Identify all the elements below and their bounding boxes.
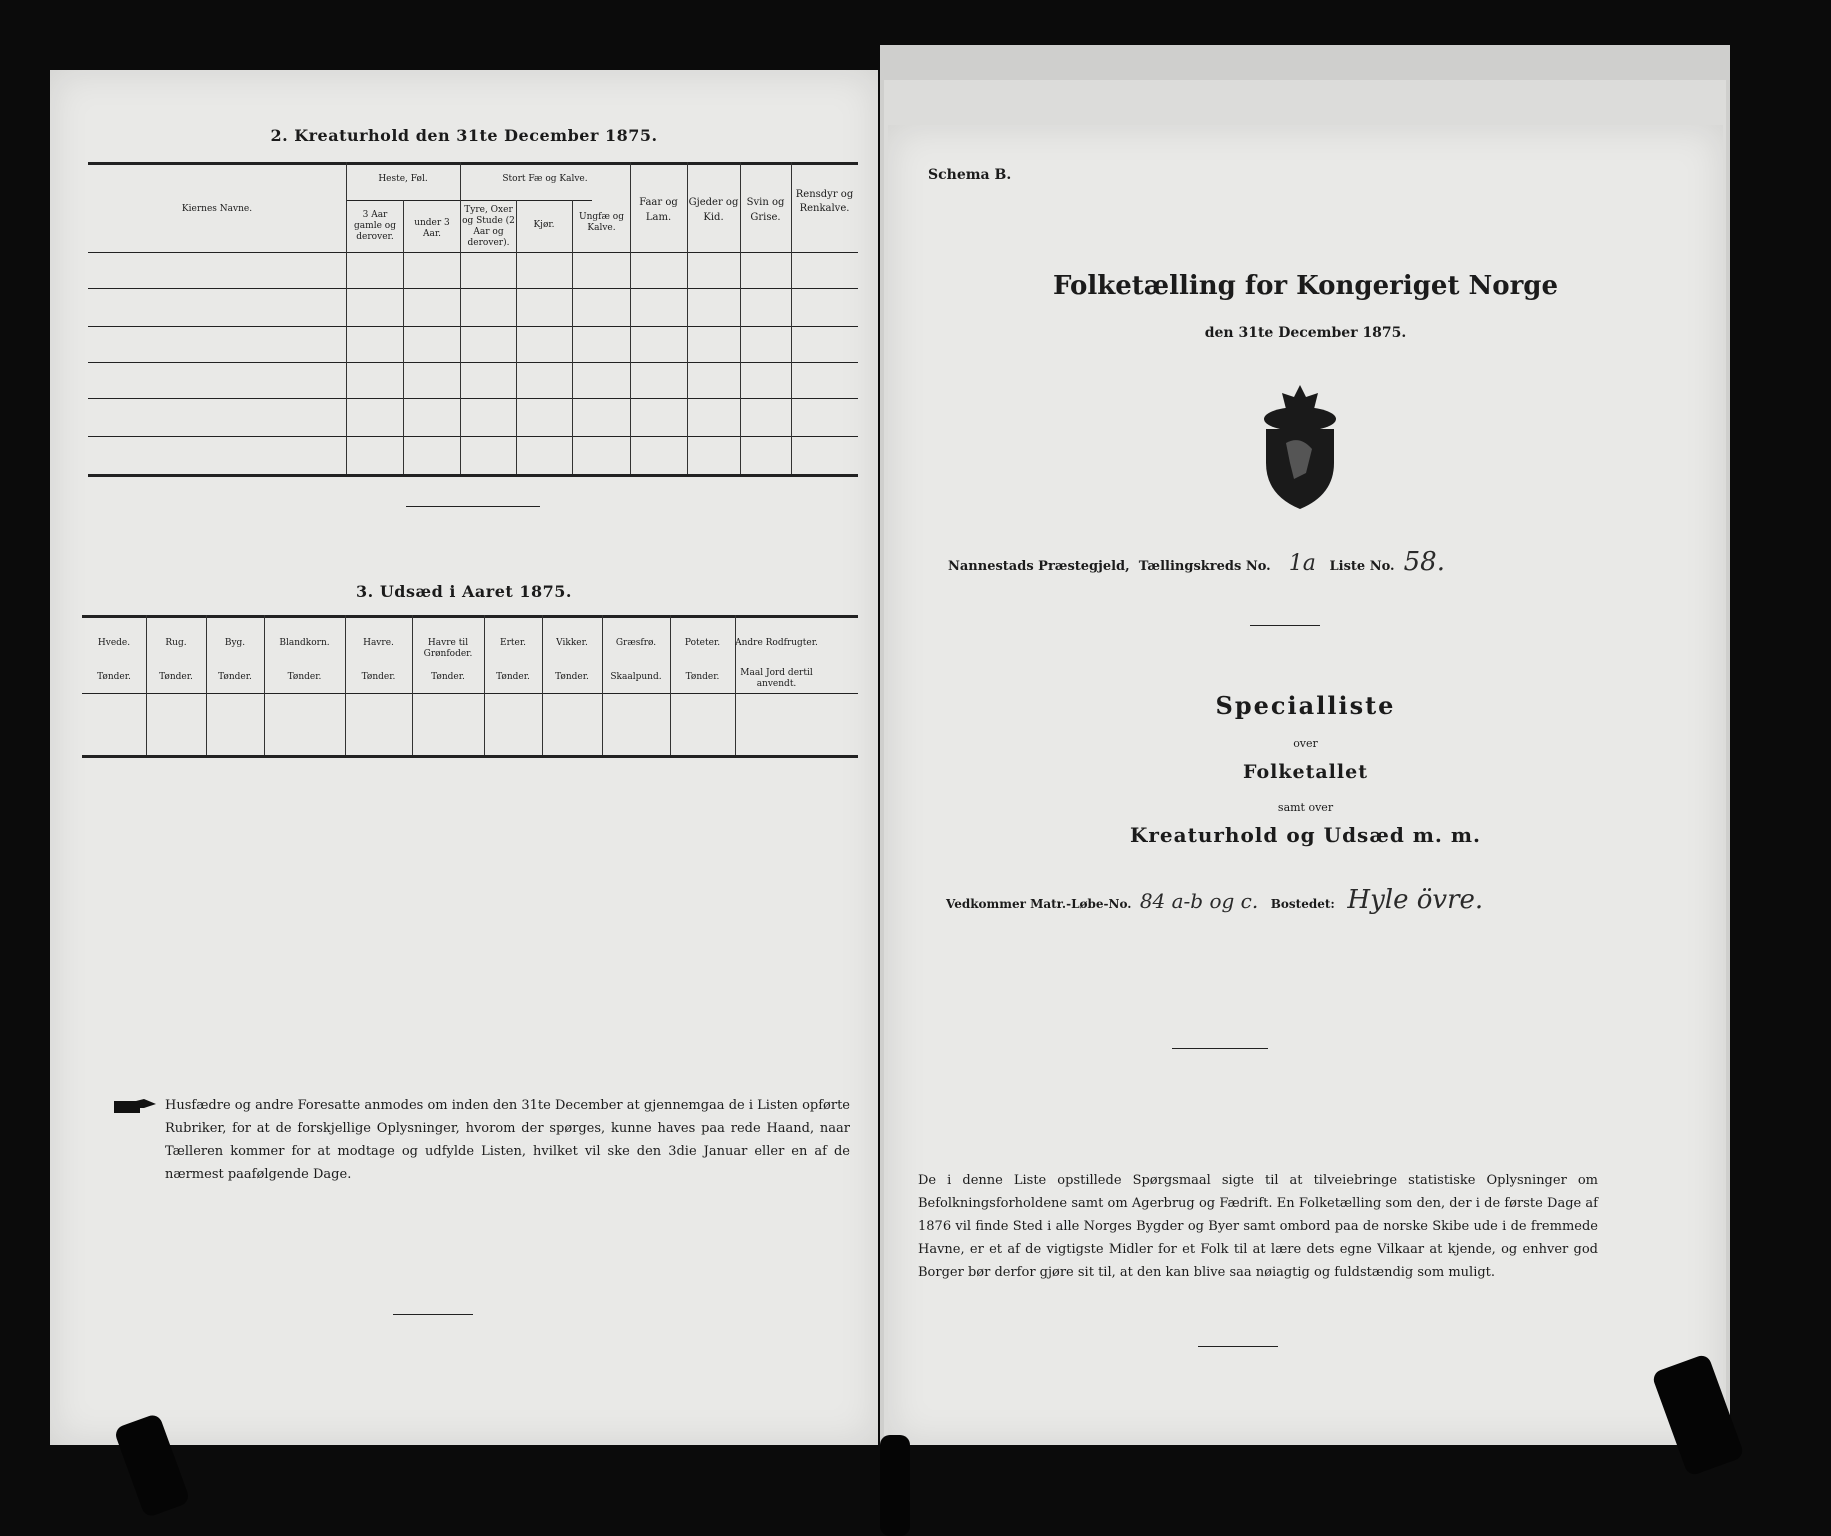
seed-column-unit: Tønder. [361,672,396,682]
divider-bottom [393,1314,473,1315]
seed-column-unit: Tønder. [685,672,720,682]
seed-column-unit: Maal Jord dertil anvendt. [740,668,813,689]
intro-paragraph: De i denne Liste opstillede Spørgsmaal sigte til at tilveiebringe statistiske Oplysninger om Befolkningsforholdene samt om Agerbrug og Fædrift. En Folketælling som den, der i de første Dage af 1876 vil finde Sted i alle Norges Bygder og Byer samt ombord paa de norske Skibe ude i de fremmede Havne, er et af de vigtigste Midler for et Folk til at lære dets egne Vilkaar at kjende, og enhver god Borger bør derfor gjøre sit til, at den kan blive saa nøiagtig og fuldstændig som muligt. [918,1173,1598,1280]
matr-label: Vedkommer Matr.-Løbe-No. [946,897,1132,911]
district-value: 1a [1288,551,1316,576]
divider [406,506,540,507]
parish-line [948,547,1708,577]
seed-column-name: Poteter. [684,638,721,648]
binding-clip [1651,1353,1745,1477]
district-label: Tællingskreds No. [1138,559,1271,574]
binding-clip [880,1435,910,1536]
seed-column-unit: Tønder. [159,672,193,682]
faar-header: Faar og Lam. [639,197,678,223]
section3-title: 3. Udsæd i Aaret 1875. [356,582,572,601]
seed-column-name: Vikker. [556,638,588,648]
seed-column-name: Andre Rodfrugter. [735,638,818,648]
right-page [888,125,1723,1445]
seed-column-name: Erter. [500,638,526,648]
samt-over-label: samt over [1277,801,1334,814]
stort-sub3: Ungfæ og Kalve. [579,212,624,233]
seed-column-name: Havre til Grønfoder. [423,638,473,659]
seed-column-unit: Tønder. [287,672,322,682]
notice-text: Husfædre og andre Foresatte anmodes om inden den 31te December at gjennemgaa de i Listen opførte Rubriker, for at de forskjellige Oplysninger, hvorom der spørges, kunne haves paa rede Haand, naar Tælleren kommer for at modtage og udfylde Listen, hvilket vil ske den 3die Januar eller en af de nærmest paafølgende Dage. [165,1098,850,1182]
left-page [50,70,878,1445]
bosted-label: Bostedet: [1270,897,1335,911]
seed-column-unit: Tønder. [97,672,131,682]
heste-sub1: 3 Aar gamle og derover. [354,210,396,242]
stort-sub1: Tyre, Oxer og Stude (2 Aar og derover). [462,205,515,248]
list-value: 58. [1403,547,1445,577]
stort-sub2: Kjør. [533,220,555,230]
seed-column-name: Græsfrø. [615,638,657,648]
section2-title: 2. Kreaturhold den 31te December 1875. [270,126,658,145]
gjeder-header: Gjeder og Kid. [688,197,739,223]
coat-of-arms-icon [1256,383,1344,511]
bosted-value: Hyle övre. [1347,885,1484,915]
census-date: den 31te December 1875. [1204,325,1407,341]
svin-header: Svin og Grise. [746,197,785,223]
specialliste-title: Specialliste [1215,691,1396,720]
seed-column-name: Rug. [165,638,187,648]
seed-column-name: Hvede. [97,638,131,648]
list-label: Liste No. [1329,559,1395,574]
seed-column-name: Havre. [363,638,394,648]
seed-column-unit: Skaalpund. [610,672,662,682]
kreaturhold-title: Kreaturhold og Udsæd m. m. [1130,823,1481,847]
pointing-hand-icon [114,1098,158,1116]
parish-label: Nannestads Præstegjeld, [948,559,1130,574]
divider-bottom [1198,1346,1278,1347]
divider [1250,625,1320,626]
seed-column-unit: Tønder. [496,672,530,682]
census-title: Folketælling for Kongeriget Norge [1052,271,1559,301]
rensdyr-header: Rensdyr og Renkalve. [795,189,854,214]
matr-line [946,885,1706,915]
schema-label: Schema B. [928,167,1012,183]
seed-column-name: Blandkorn. [279,638,330,648]
matr-value: 84 a-b og c. [1139,889,1259,913]
divider [1172,1048,1268,1049]
seed-column-unit: Tønder. [218,672,252,682]
seed-column-unit: Tønder. [555,672,589,682]
heste-sub2: under 3 Aar. [414,218,450,239]
seed-column-unit: Tønder. [431,672,465,682]
seed-column-name: Byg. [224,638,246,648]
over-label: over [1293,737,1318,750]
owner-header: Kiernes Navne. [181,204,253,214]
heste-header: Heste, Føl. [378,174,428,184]
stort-header: Stort Fæ og Kalve. [502,174,588,184]
folketallet-title: Folketallet [1243,761,1368,783]
